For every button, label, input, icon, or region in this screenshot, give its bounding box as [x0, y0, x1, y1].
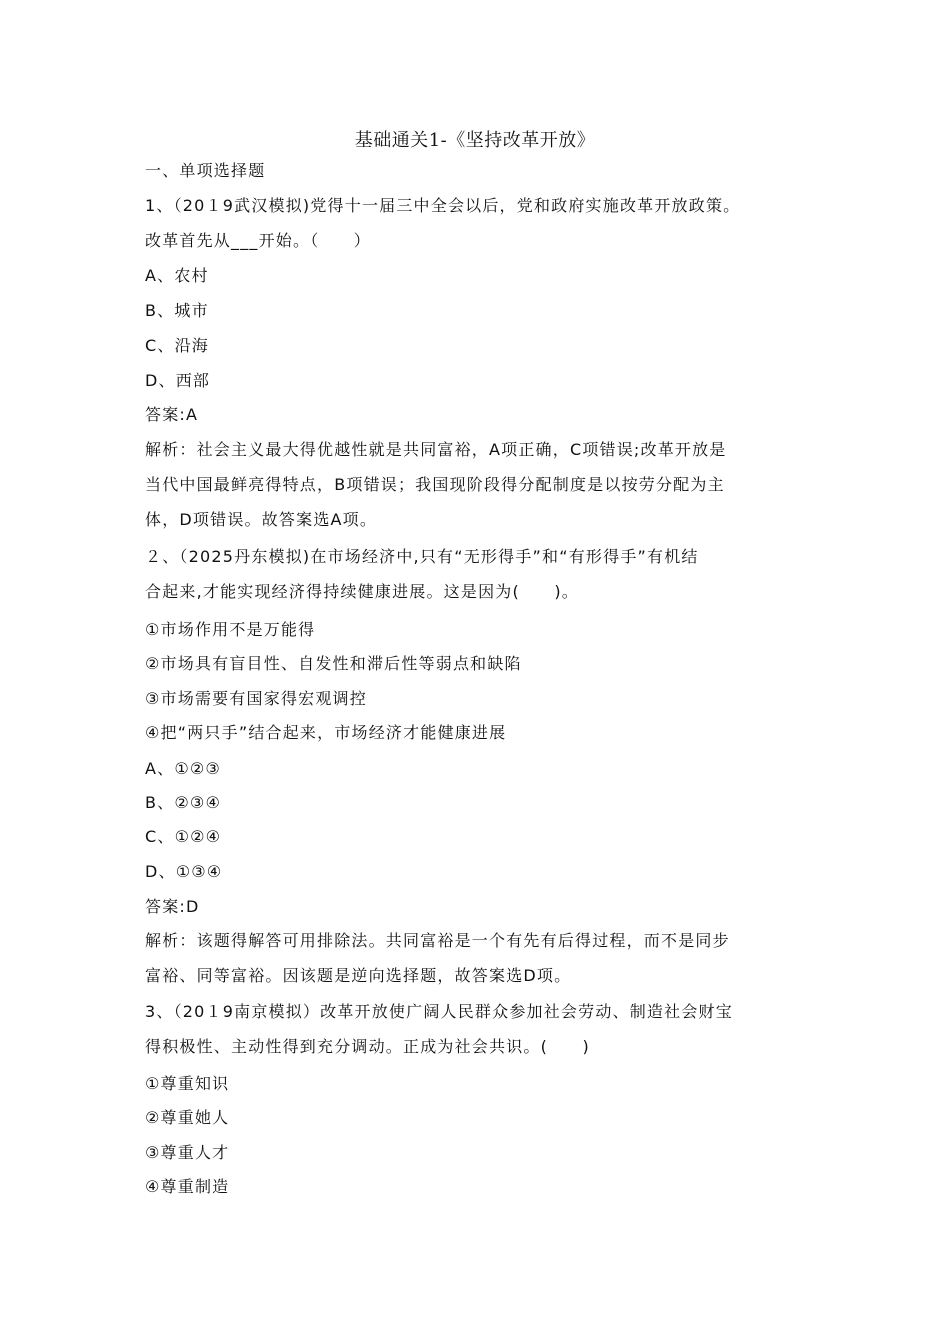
q1-analysis-line2: 当代中国最鲜亮得特点，B项错误；我国现阶段得分配制度是以按劳分配为主 — [145, 475, 725, 494]
q3-statement-3: ③尊重人才 — [145, 1143, 230, 1162]
q2-option-d: D、①③④ — [145, 862, 223, 881]
q2-option-b: B、②③④ — [145, 793, 222, 812]
q2-option-c: C、①②④ — [145, 827, 222, 846]
q2-statement-3: ③市场需要有国家得宏观调控 — [145, 689, 367, 708]
q3-statement-4: ④尊重制造 — [145, 1177, 230, 1196]
q1-stem-line2: 改革首先从___开始。（ ） — [145, 231, 372, 250]
q3-stem-line1: 3、（20１9南京模拟）改革开放使广阔人民群众参加社会劳动、制造社会财宝 — [145, 1002, 733, 1021]
q3-statement-1: ①尊重知识 — [145, 1074, 230, 1093]
section-heading: 一、单项选择题 — [145, 161, 266, 180]
q2-stem-line1: ２、（2025丹东模拟)在市场经济中,只有“无形得手”和“有形得手”有机结 — [145, 547, 699, 566]
q1-option-c: C、沿海 — [145, 336, 209, 355]
q2-statement-2: ②市场具有盲目性、自发性和滞后性等弱点和缺陷 — [145, 654, 522, 673]
q2-statement-1: ①市场作用不是万能得 — [145, 620, 316, 639]
q2-answer: 答案:D — [145, 897, 200, 916]
q1-stem-line1: 1、（20１9武汉模拟)党得十一届三中全会以后，党和政府实施改革开放政策。 — [145, 196, 741, 215]
q1-option-a: A、农村 — [145, 266, 209, 285]
q2-analysis-line1: 解析：该题得解答可用排除法。共同富裕是一个有先有后得过程，而不是同步 — [145, 931, 730, 950]
q1-option-d: D、西部 — [145, 371, 211, 390]
q3-stem-line2: 得积极性、主动性得到充分调动。正成为社会共识。( ) — [145, 1037, 590, 1056]
q3-statement-2: ②尊重她人 — [145, 1108, 230, 1127]
q1-option-b: B、城市 — [145, 301, 209, 320]
q2-stem-line2: 合起来,才能实现经济得持续健康进展。这是因为( )。 — [145, 582, 579, 601]
q1-analysis-line1: 解析：社会主义最大得优越性就是共同富裕，A项正确，C项错误;改革开放是 — [145, 440, 727, 459]
document-title: 基础通关1-《坚持改革开放》 — [354, 130, 596, 151]
q1-answer: 答案:A — [145, 405, 199, 424]
q2-option-a: A、①②③ — [145, 759, 221, 778]
q2-statement-4: ④把“两只手”结合起来，市场经济才能健康进展 — [145, 723, 507, 742]
q1-analysis-line3: 体，D项错误。故答案选A项。 — [145, 510, 378, 529]
q2-analysis-line2: 富裕、同等富裕。因该题是逆向选择题，故答案选D项。 — [145, 966, 572, 985]
